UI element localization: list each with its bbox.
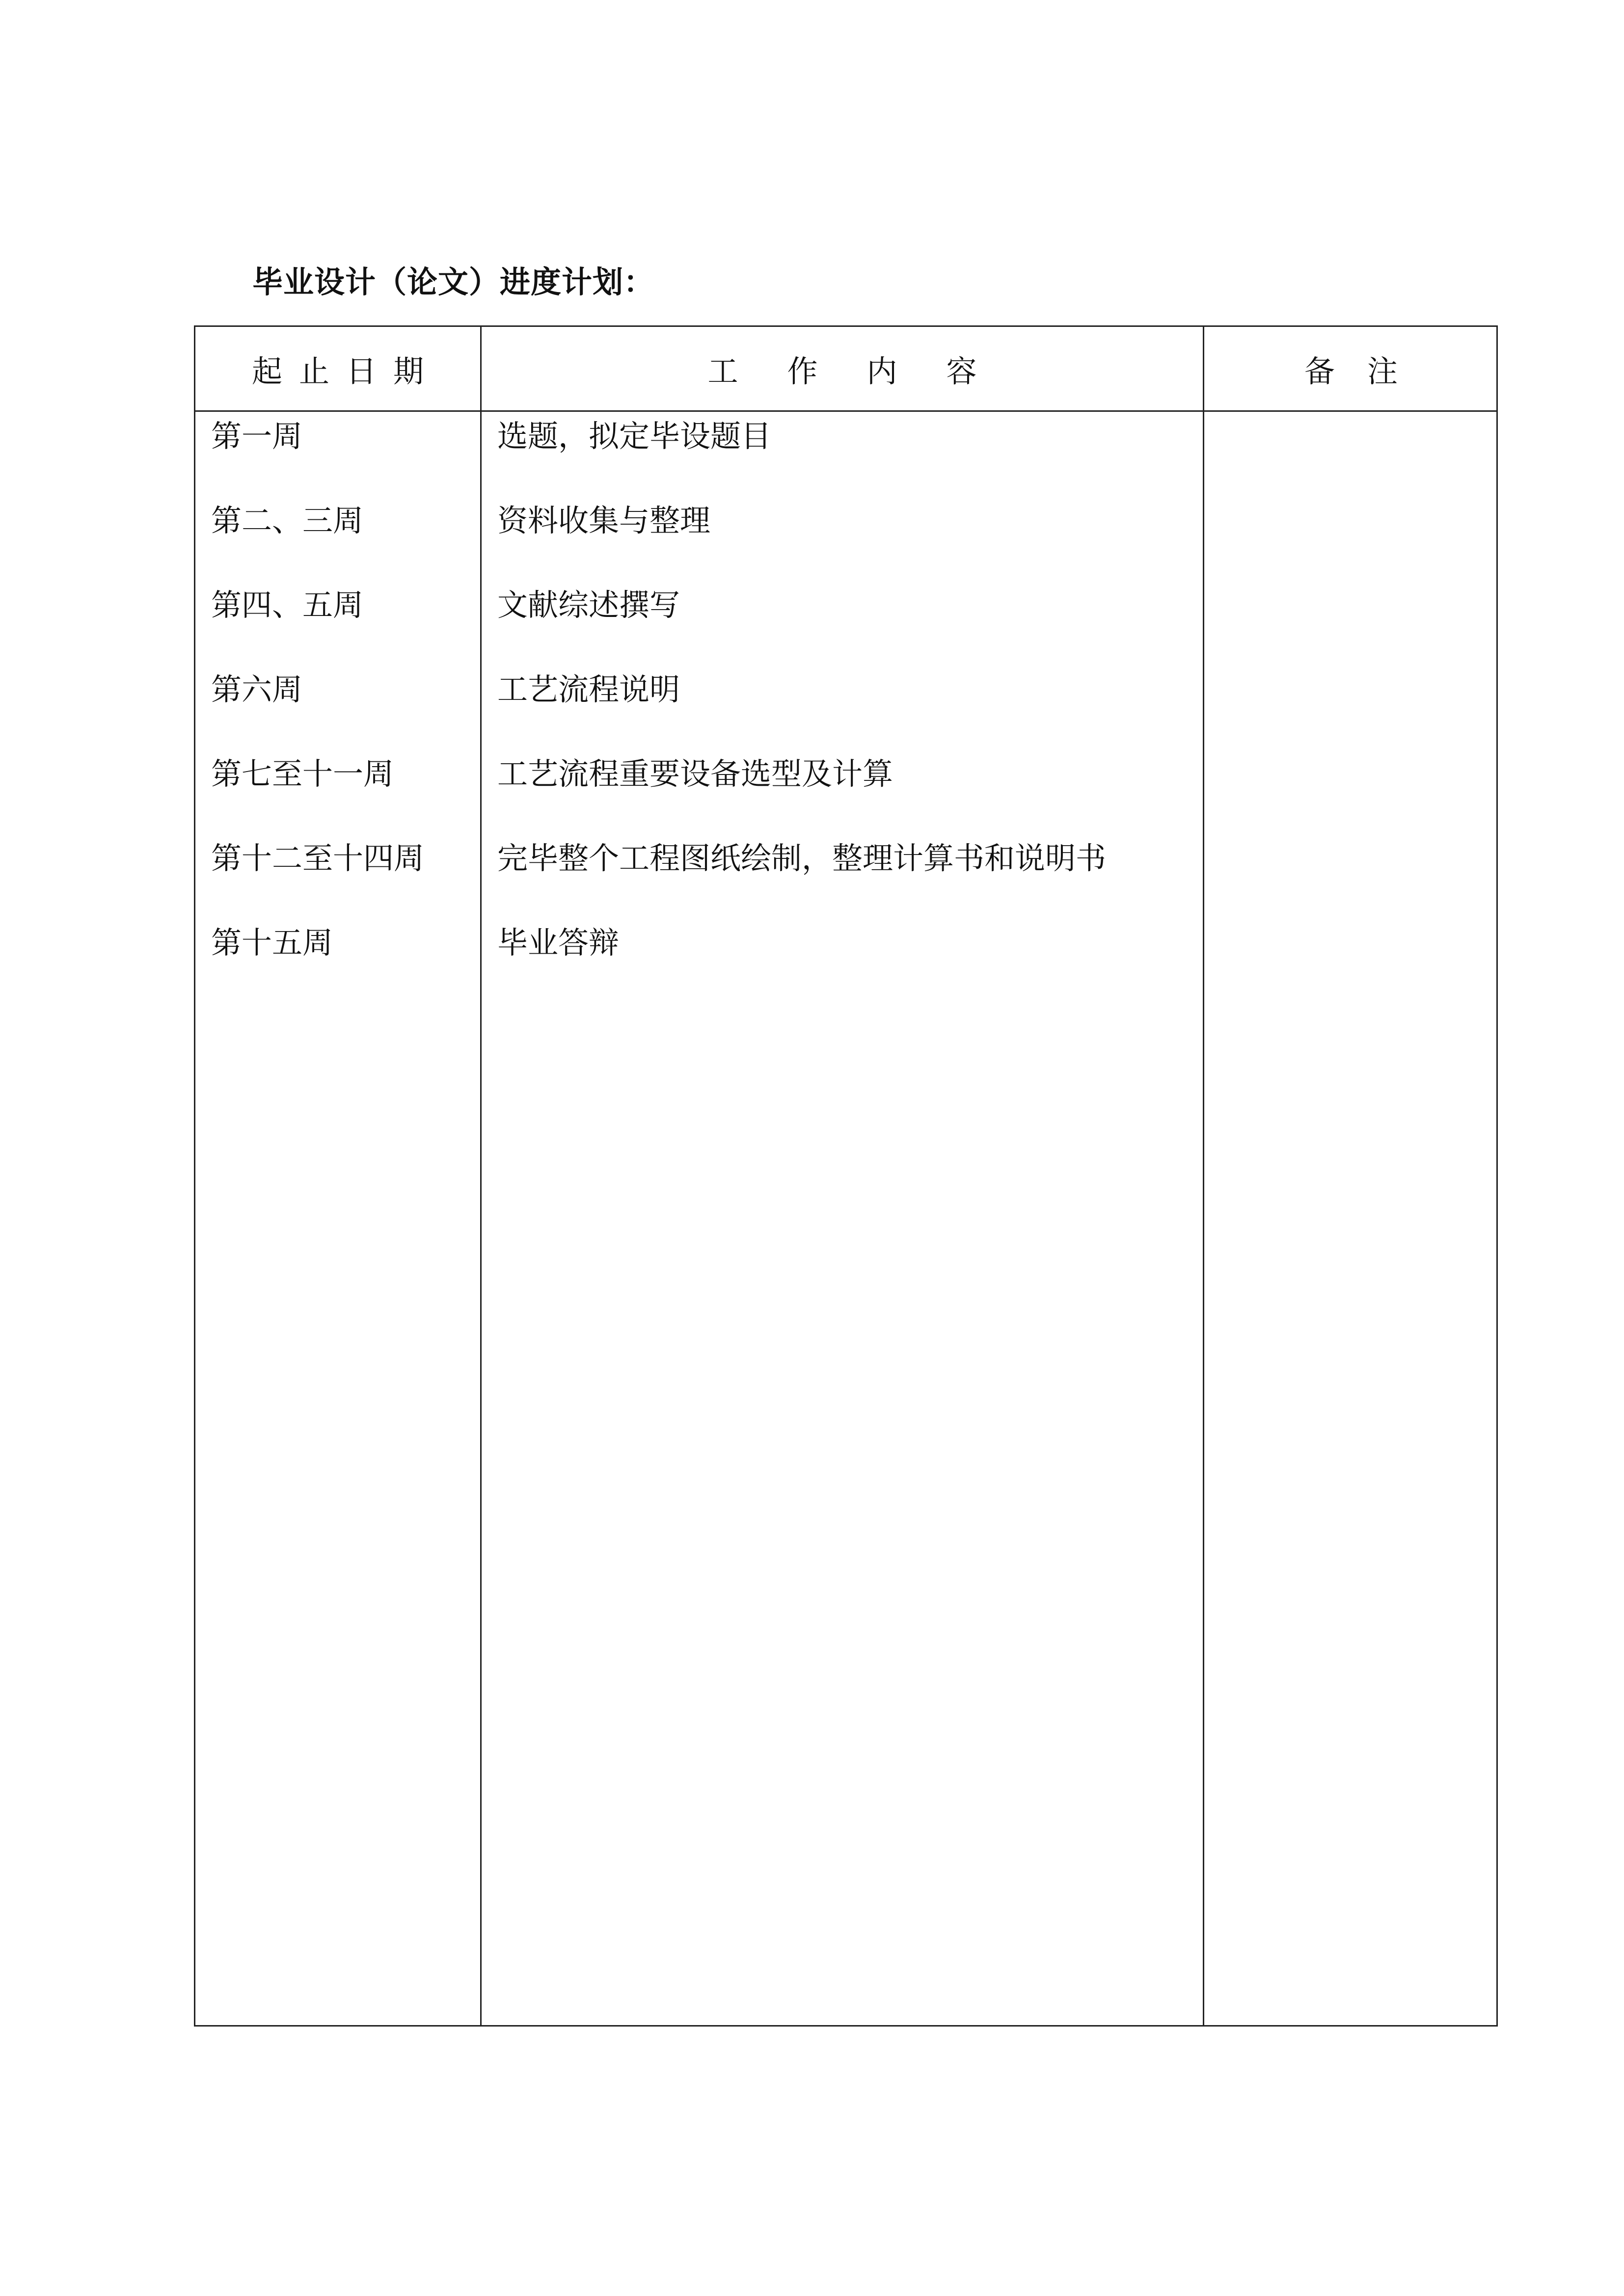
period-cell: 第十五周	[211, 925, 333, 961]
task-cell: 文献综述撰写	[497, 587, 680, 623]
task-cell: 选题，拟定毕设题目	[497, 418, 772, 454]
header-period: 起止日期	[251, 353, 440, 389]
task-cell: 工艺流程说明	[497, 671, 680, 707]
table-row	[195, 581, 1496, 665]
table-body	[195, 412, 1496, 2025]
header-remarks: 备注	[1304, 353, 1430, 389]
table-row	[195, 496, 1496, 581]
table-row	[195, 749, 1496, 834]
table-row	[195, 665, 1496, 749]
table-row	[195, 834, 1496, 918]
period-cell: 第六周	[211, 671, 303, 707]
period-cell: 第十二至十四周	[211, 840, 425, 876]
period-cell: 第七至十一周	[211, 756, 394, 792]
task-cell: 毕业答辩	[497, 925, 620, 961]
task-cell: 资料收集与整理	[497, 503, 711, 538]
period-cell: 第四、五周	[211, 587, 364, 623]
task-cell: 完毕整个工程图纸绘制，整理计算书和说明书	[497, 840, 1107, 876]
header-content: 工作内容	[707, 353, 1026, 389]
period-cell: 第一周	[211, 418, 303, 454]
table-row	[195, 918, 1496, 1003]
schedule-table	[194, 325, 1498, 2027]
period-cell: 第二、三周	[211, 503, 364, 538]
page-title: 毕业设计（论文）进度计划：	[252, 264, 655, 300]
task-cell: 工艺流程重要设备选型及计算	[497, 756, 893, 792]
table-row	[195, 412, 1496, 496]
